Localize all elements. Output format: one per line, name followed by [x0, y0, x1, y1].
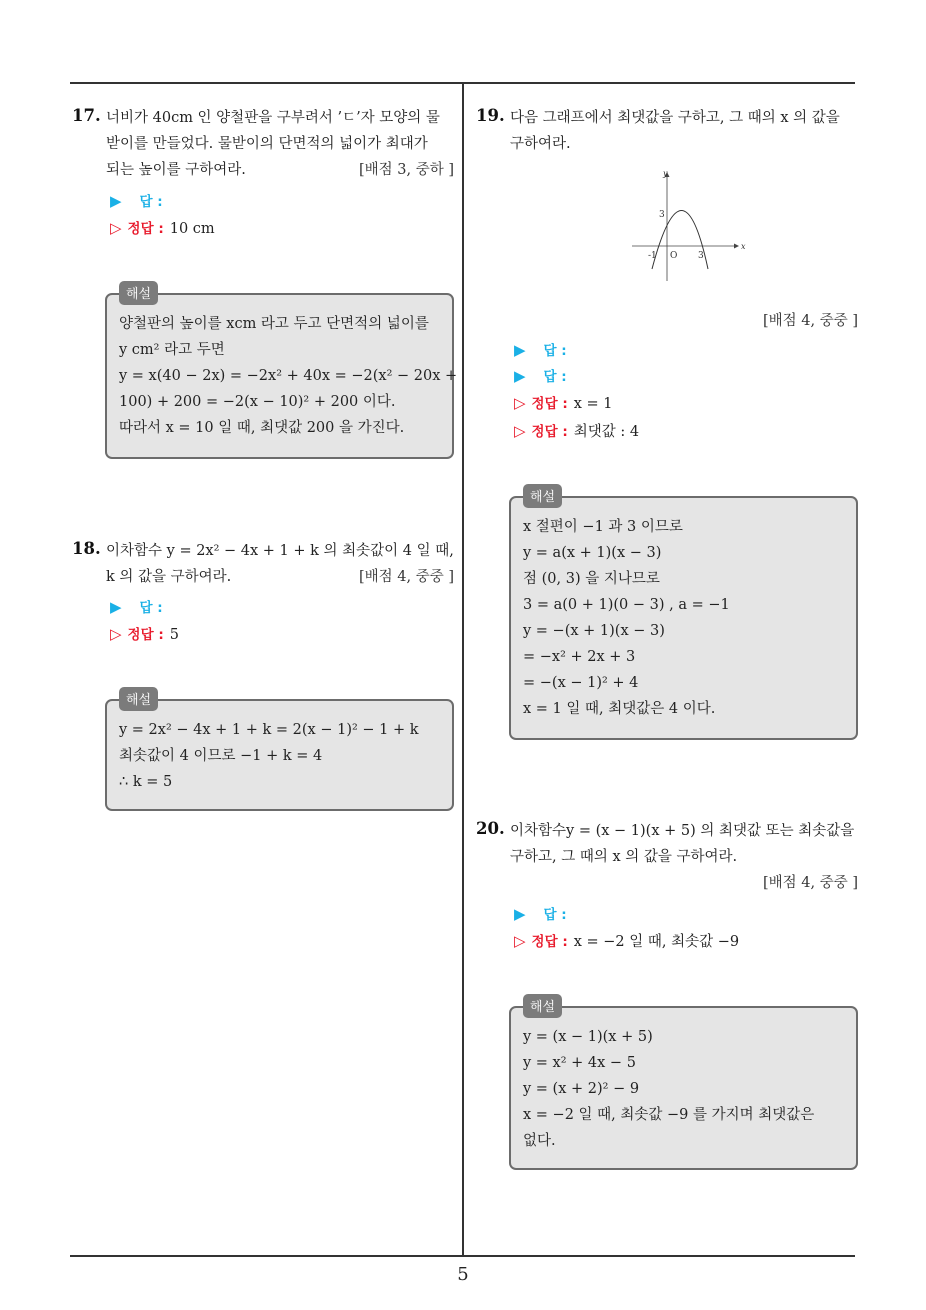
problem-18 [72, 538, 454, 818]
column-divider [462, 82, 464, 1257]
explanation-tag: 해설 [119, 281, 158, 305]
explanation-line: x 절편이 −1 과 3 이므로 [523, 519, 683, 535]
question-line: k 의 값을 구하여라. [106, 569, 232, 585]
score-label: [배점 3, 중하 ] [358, 162, 454, 178]
problem-number: 20. [476, 819, 505, 838]
question-line: 이차함수y = (x − 1)(x + 5) 의 최댓값 또는 최솟값을 [510, 823, 855, 839]
answer-label: 답 : [139, 194, 163, 210]
explanation-tag: 해설 [523, 484, 562, 508]
y-axis-label: y [663, 169, 668, 178]
answer-triangle-icon: ▶ [514, 341, 526, 359]
explanation-line: 점 (0, 3) 을 지나므로 [523, 571, 660, 587]
score-label: [배점 4, 중중 ] [762, 313, 858, 329]
bottom-rule [70, 1255, 855, 1257]
correct-answer-row [514, 419, 639, 444]
explanation-line: x = 1 일 때, 최댓값은 4 이다. [523, 701, 716, 717]
problem-number: 17. [72, 106, 101, 125]
question-line: 너비가 40cm 인 양철판을 구부려서 ’ㄷ’자 모양의 물 [106, 110, 440, 126]
explanation-line: 100) + 200 = −2(x − 10)² + 200 이다. [119, 394, 396, 410]
explanation-box [509, 490, 858, 740]
answer-label: 답 : [543, 343, 567, 359]
explanation-box [105, 693, 454, 811]
correct-triangle-icon: ▷ [514, 932, 526, 950]
explanation-line: y = −(x + 1)(x − 3) [523, 623, 665, 639]
explanation-line: y = (x + 2)² − 9 [523, 1081, 640, 1097]
correct-answer-row [514, 391, 613, 416]
question-line: 되는 높이를 구하여라. [106, 162, 246, 178]
explanation-line: y = (x − 1)(x + 5) [523, 1029, 653, 1045]
y-intercept-label: 3 [659, 210, 665, 220]
correct-value: 10 cm [169, 221, 215, 237]
problem-number: 19. [476, 106, 505, 125]
x-intercept-neg-label: -1 [648, 251, 657, 261]
explanation-box [509, 1000, 858, 1170]
answer-label: 답 : [139, 600, 163, 616]
correct-value: x = 1 [573, 396, 613, 412]
explanation-line: y = x(40 − 2x) = −2x² + 40x = −2(x² − 20x + [119, 368, 458, 384]
explanation-line: 따라서 x = 10 일 때, 최댓값 200 을 가진다. [119, 420, 405, 436]
answer-triangle-icon: ▶ [514, 905, 526, 923]
explanation-line: x = −2 일 때, 최솟값 −9 를 가지며 최댓값은 [523, 1107, 815, 1123]
x-intercept-pos-label: 3 [698, 251, 704, 261]
x-axis-label: x [741, 242, 746, 251]
question-line: 구하고, 그 때의 x 의 값을 구하여라. [510, 849, 738, 865]
answer-triangle-icon: ▶ [110, 598, 122, 616]
explanation-tag: 해설 [119, 687, 158, 711]
correct-triangle-icon: ▷ [514, 422, 526, 440]
correct-answer-row [514, 929, 739, 954]
explanation-line: 최솟값이 4 이므로 −1 + k = 4 [119, 748, 323, 764]
question-line: 다음 그래프에서 최댓값을 구하고, 그 때의 x 의 값을 [510, 110, 840, 126]
problem-number: 18. [72, 539, 101, 558]
answer-row [514, 902, 567, 927]
correct-label: 정답 : [531, 396, 568, 412]
answer-row [514, 338, 567, 363]
explanation-box [105, 287, 458, 459]
explanation-line: 없다. [523, 1133, 556, 1149]
problem-20 [476, 818, 858, 1178]
explanation-line: y = 2x² − 4x + 1 + k = 2(x − 1)² − 1 + k [119, 722, 419, 738]
explanation-line: 양철판의 높이를 xcm 라고 두고 단면적의 넓이를 [119, 316, 429, 332]
page-number: 5 [457, 1264, 469, 1285]
correct-triangle-icon: ▷ [514, 394, 526, 412]
explanation-line: y = x² + 4x − 5 [523, 1055, 636, 1071]
explanation-line: y cm² 라고 두면 [119, 342, 225, 358]
correct-label: 정답 : [531, 934, 568, 950]
explanation-line: 3 = a(0 + 1)(0 − 3) , a = −1 [523, 597, 730, 613]
correct-triangle-icon: ▷ [110, 625, 122, 643]
explanation-tag: 해설 [523, 994, 562, 1018]
problem-17 [72, 105, 458, 465]
correct-label: 정답 : [531, 424, 568, 440]
problem-19 [476, 105, 858, 745]
score-label: [배점 4, 중중 ] [358, 569, 454, 585]
explanation-line: y = a(x + 1)(x − 3) [523, 545, 662, 561]
correct-answer-row [110, 216, 215, 241]
answer-row [110, 189, 163, 214]
answer-triangle-icon: ▶ [514, 367, 526, 385]
explanation-line: ∴ k = 5 [119, 774, 173, 790]
x-axis-arrow-icon [734, 244, 739, 249]
correct-label: 정답 : [127, 627, 164, 643]
correct-triangle-icon: ▷ [110, 219, 122, 237]
question-line: 구하여라. [510, 136, 571, 152]
question-line: 받이를 만들었다. 물받이의 단면적의 넓이가 최대가 [106, 136, 428, 152]
parabola-graph [626, 167, 746, 287]
score-label: [배점 4, 중중 ] [762, 875, 858, 891]
answer-row [514, 364, 567, 389]
correct-value: 최댓값 : 4 [573, 424, 640, 440]
explanation-line: = −x² + 2x + 3 [523, 649, 636, 665]
answer-label: 답 : [543, 907, 567, 923]
answer-triangle-icon: ▶ [110, 192, 122, 210]
answer-row [110, 595, 163, 620]
explanation-line: = −(x − 1)² + 4 [523, 675, 639, 691]
correct-answer-row [110, 622, 179, 647]
correct-value: x = −2 일 때, 최솟값 −9 [573, 934, 740, 950]
correct-label: 정답 : [127, 221, 164, 237]
correct-value: 5 [169, 627, 179, 643]
question-line: 이차함수 y = 2x² − 4x + 1 + k 의 최솟값이 4 일 때, [106, 543, 454, 559]
answer-label: 답 : [543, 369, 567, 385]
origin-label: O [670, 251, 678, 261]
